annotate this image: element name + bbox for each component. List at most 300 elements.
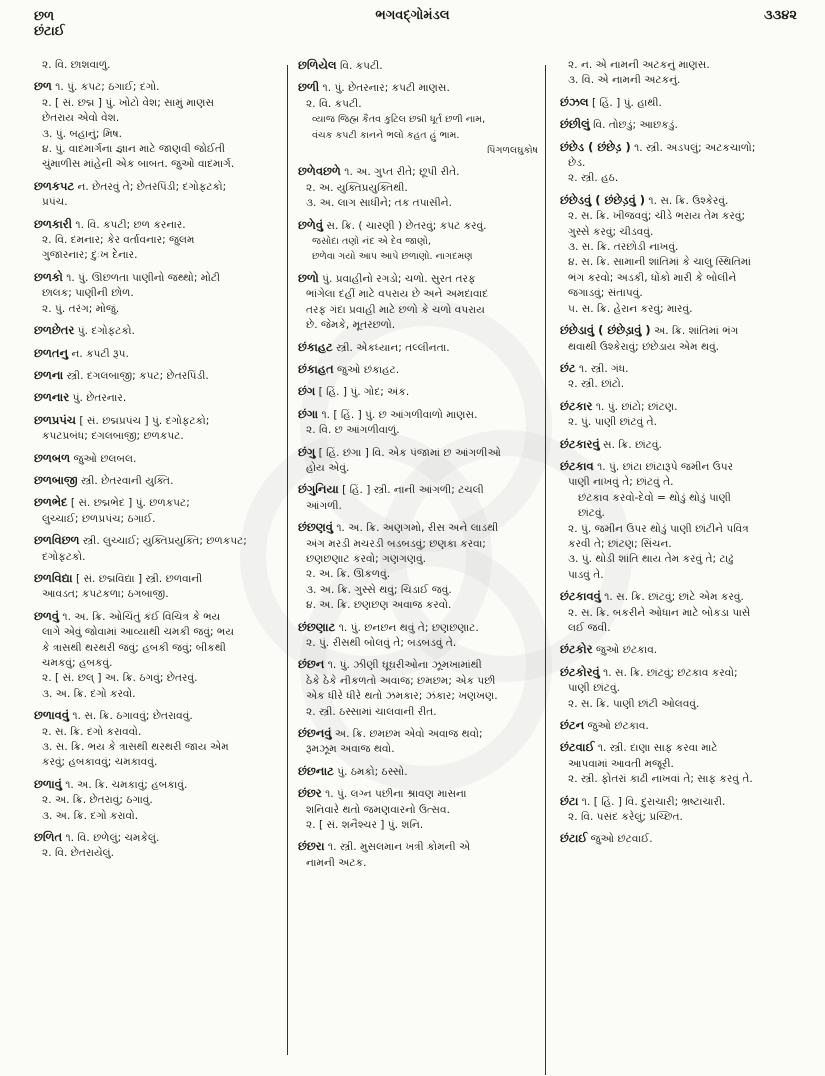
entry-sense-line: ૨. અ. યુક્તિપ્રયુક્તિથી. [306, 181, 408, 194]
dictionary-entry [34, 390, 274, 406]
entry-cont-line: આપવામાં આવતી મજૂરી. [568, 757, 674, 770]
entry-definition: સ્ત્રી. છેતરવાની યુક્તિ. [80, 474, 174, 487]
entry-headword: છંટકાર [560, 398, 593, 413]
entry-sense-line: ૨. વિ. દમનાર; કેર વર્તાવનાર; જુલમ [42, 234, 195, 247]
entry-headword: છળપ્રપંચ [34, 412, 76, 427]
dictionary-entry [560, 437, 805, 453]
entry-definition: ૧. સ. ક્રિ. છાંટવું; છંટકાવ કરવો; [603, 666, 738, 679]
entry-first-line [34, 346, 274, 362]
entry-subsense-line: છંટકાવ કરવો-દેવો = થોડું થોડું પાણી [578, 491, 731, 504]
dictionary-entry [560, 323, 805, 355]
entry-headword: છંગા [298, 406, 319, 421]
entry-cont-line: જગાડવું; સંતાપવું. [568, 287, 643, 300]
entry-cont-line: ચમકવું; હબકવું. [42, 657, 113, 669]
entry-headword: છંછેડ ( છંછેડ઼ ) [560, 139, 631, 154]
dictionary-entry [34, 270, 274, 317]
entry-first-line [560, 117, 805, 133]
entry-headword: છંટકોરવું [560, 664, 600, 679]
entry-headword: છંછનાટ [298, 763, 334, 778]
entry-headword: છંટાઈ [560, 831, 588, 846]
entry-headword: છંગુનિયા [298, 482, 339, 497]
dictionary-entry [560, 831, 805, 847]
entry-headword: છંટકોર [560, 642, 593, 657]
entry-definition: પું. દગોફટકો. [77, 325, 135, 338]
entry-sense-line: ૫. સ. ક્રિ. હેરાન કરવું; મારવું. [568, 302, 693, 315]
entry-headword: છંછણવું [298, 520, 333, 535]
dictionary-column-3 [560, 58, 805, 1066]
entry-first-line [34, 708, 274, 724]
entry-headword: છળેવું [298, 217, 324, 232]
entry-definition: વિ. કપટી. [339, 60, 383, 72]
dictionary-entry [34, 179, 274, 211]
entry-cont-line: છેડ. [568, 157, 586, 170]
entry-headword: છંટકાવ [560, 458, 594, 473]
entry-cont-line: પાડવું તે. [568, 568, 604, 581]
dictionary-entry [560, 140, 805, 187]
entry-cont-line: પાણી છાંટવું. [568, 682, 621, 695]
entry-definition: જુઓ છલબલ. [73, 452, 137, 465]
entry-first-line [34, 390, 274, 406]
entry-definition: જુઓ છંકાહટ. [337, 363, 400, 376]
entry-headword: છંગ [298, 384, 316, 399]
entry-first-line [298, 362, 538, 378]
entry-headword: છંછન [298, 657, 325, 672]
entry-sense-line: ૩. અ. ક્રિ. ગુસ્સે થવું; ચિડાઈ જવું. [306, 583, 452, 596]
dictionary-entry [34, 79, 274, 172]
entry-headword: છળકારી [34, 216, 73, 231]
entry-headword: છંટ [560, 360, 576, 375]
entry-cont-line: દગોફટકો. [42, 550, 86, 563]
entry-sense-line: ૨. વિ. છેતરાયેલું. [42, 847, 115, 860]
entry-definition: ૧. અ. ગુપ્ત રીતે; છૂપી રીતે. [344, 166, 460, 179]
dictionary-entry [298, 786, 538, 833]
dictionary-entry [34, 346, 274, 362]
entry-cont-line: પ્રપંચ. [42, 196, 68, 209]
entry-definition: ૧. વિ. કપટી; છળ કરનાર. [75, 218, 186, 231]
entry-first-line [560, 665, 805, 681]
entry-sense-line: ૨. પું. પાણી છાંટવું તે. [568, 416, 657, 429]
entry-headword: છંછરા [298, 839, 325, 854]
entry-sense-line: ૨. [ સં. શનૈશ્ચર ] પું. શનિ. [306, 819, 424, 832]
entry-sense-line: ૨. [ સં. છદ્મ ] પું. ખોટો વેશ; સામું માણસ [42, 96, 215, 109]
entry-headword: છંછણાટ [298, 619, 336, 634]
entry-headword: છળી [298, 80, 320, 95]
dictionary-entry [298, 445, 538, 477]
entry-first-line [560, 589, 805, 605]
entry-sense-line: ૨. અ. ક્રિ. છેતરાવું; ઠગાવું. [42, 794, 153, 807]
dictionary-entry [34, 473, 274, 489]
entry-sense-line: ૩. સ. ક્રિ. ભય કે ત્રાસથી થરથરી જાય એમ [42, 741, 229, 754]
entry-definition: ૧. પું. છાંટા છાંટારૂપે જમીન ઉપર [597, 460, 734, 473]
entry-definition: સ્ત્રી. દગલબાજી; કપટ; છેતરપિંડી. [66, 369, 209, 382]
entry-cont-line: ભાંગેલા દહીં માટે વપરાય છે અને અમદાવાદ [306, 288, 489, 301]
entry-first-line [560, 740, 805, 756]
entry-quote-line: વંચક કપટી કાનને ભલો કહત હું ભામ. [312, 129, 460, 141]
entry-headword: છંટા [560, 793, 579, 808]
entry-headword: છળબળ [34, 450, 71, 465]
entry-definition: જુઓ છંટવાઈ. [590, 833, 653, 846]
entry-sense-line: ૩. પું. થોડી શાંતિ થાય તેમ કરવું તે; ટાઢું [568, 553, 734, 566]
entry-sense-line: ૨. સ્ત્રી. ફોતરાં કાઢી નાખવાં તે; સાફ કરવું તે. [568, 773, 753, 786]
entry-cont-line: ભંગ કરવો; અડકી, ધોંકો મારી કે બોલીને [568, 271, 737, 284]
entry-headword: છંછીલું [560, 117, 590, 132]
entry-sense-line: ૪. પું. વાદમાર્ગના જ્ઞાન માટે જાણવી જોઈતી [42, 143, 226, 156]
entry-sense-line: ૨. પું. જમીન ઉપર થોડું પાણી છાંટીને પવિત્ર [568, 522, 749, 535]
dictionary-entry [34, 217, 274, 264]
entry-headword: છળના [34, 367, 64, 382]
entry-quote-line: છળેવા ગયો આપ આપે છળાણો. નાગદમણ [312, 251, 473, 263]
dictionary-column-1 [34, 58, 274, 1066]
entry-first-line [560, 459, 805, 475]
entry-headword: છળાવવું [34, 708, 70, 723]
entry-definition: ૧. સ. ક્રિ. ઉશ્કેરવું. [648, 194, 729, 207]
dictionary-entry [560, 58, 805, 89]
entry-first-line [298, 218, 538, 234]
entry-first-line [34, 609, 274, 625]
entry-headword: છંકાહત [298, 361, 334, 376]
entry-definition: ૧. પું. ઝીણી ઘૂઘરીઓના ઝૂમખામાંથી [327, 659, 482, 672]
dictionary-entry [298, 384, 538, 400]
entry-sense-line: ૨. સ. ક્રિ. પાણી છાંટી ઓલવવું. [568, 697, 700, 710]
entry-first-line [34, 270, 274, 286]
entry-headword: છળવિછળ [34, 533, 80, 548]
entry-cont-line: પાણી નાખવું તે; છાંટવું તે. [568, 476, 674, 489]
entry-source-line: પિંગળલઘુકોષ [487, 145, 538, 157]
entry-first-line [298, 340, 538, 356]
entry-definition: ૧. [ હિં. ] પું. છ આંગળીવાળો માણસ. [321, 408, 478, 421]
entry-definition: વિ. તોછડું; આછકડું. [593, 119, 678, 132]
dictionary-entry [34, 413, 274, 445]
dictionary-entry [298, 620, 538, 652]
entry-sense-line: ૨. સ. ક્રિ. ખીજવવું; ચીડે ભરાય તેમ કરવું; [568, 210, 746, 223]
entry-definition: સ્ત્રી. લુચ્ચાઈ; યુક્તિપ્રયુક્તિ; છળકપટ; [82, 535, 247, 548]
dictionary-entry [34, 495, 274, 527]
entry-definition: ૧. પું. છેતરનાર; કપટી માણસ. [322, 82, 450, 95]
entry-first-line [560, 361, 805, 377]
dictionary-entry [34, 533, 274, 565]
entry-definition: ૧. સ. ક્રિ. છાંટવું; છાંટે એમ કરવું. [604, 591, 744, 604]
entry-sense-line: ૨. સ. ક્રિ. બકરીને ઓધાન માટે બોકડા પાસે [568, 606, 751, 619]
entry-quote-line: વ્યાજ જિહ્મ કૈતવ કુટિલ છદ્મી ધૂર્ત છળી નામ, [312, 114, 486, 126]
entry-definition: ૧. પું. કપટ; ઠગાઈ; દગો. [55, 81, 160, 94]
entry-sense-line: ૨. વિ. છ આંગળીવાળું. [306, 424, 400, 437]
dictionary-entry [34, 609, 274, 702]
entry-cont-line: છે. જેમકે, મૂતરછળો. [306, 319, 396, 332]
entry-sense-line: ૨. સ. ક્રિ. દગો કરાવવો. [42, 725, 142, 738]
entry-sense-line: ૨. વિ. પસંદ કરેલું; પ્રચ્છિત. [568, 811, 683, 824]
entry-definition: જુઓ છંટકાવ. [587, 720, 649, 733]
entry-definition: સ. ક્રિ. ( ચારણી ) છેતરવું; કપટ કરવું. [326, 219, 487, 232]
dictionary-entry [560, 794, 805, 826]
entry-first-line [560, 794, 805, 810]
dictionary-entry [560, 718, 805, 734]
dictionary-entry [298, 271, 538, 334]
entry-headword: છળાવું [34, 776, 62, 791]
entry-definition: ૧. પું. લગ્ન પછીના શ્રાવણ માસના [325, 788, 467, 801]
entry-sense-line: ૪. અ. ક્રિ. છણછણ અવાજ કરવો. [306, 599, 452, 612]
dictionary-entry [298, 164, 538, 211]
entry-first-line [560, 323, 805, 339]
entry-definition: પું. ઠમકો; ઠસ્સો. [337, 765, 408, 778]
entry-headword: છળકપટ [34, 178, 75, 193]
dictionary-entry [34, 708, 274, 771]
entry-definition: ૧. અ. ક્રિ. ચમકાવું; હબકાવું. [65, 778, 188, 791]
entry-cont-line: ગુજારનાર; દુઃખ દેનાર. [42, 249, 138, 262]
dictionary-column-2 [298, 58, 538, 1066]
column-divider [545, 65, 546, 1075]
entry-first-line [298, 164, 538, 180]
entry-sense-line: ૩. સ. ક્રિ. તરછોડી નાખવું. [568, 241, 679, 254]
entry-definition: અ. ક્રિ. છમછમ એવો અવાજ થવો; [334, 728, 483, 741]
entry-headword: છંછેડવું ( છંછેડ઼વું ) [560, 192, 646, 207]
entry-definition: પું. છેતરનાર. [72, 392, 127, 405]
entry-first-line [560, 642, 805, 658]
entry-first-line [560, 718, 805, 734]
entry-definition: ૧. પું. ઊછળતા પાણીનો જથ્થો; મોટી [66, 271, 221, 284]
entry-headword: છળવિદ્યા [34, 570, 73, 585]
entry-first-line [298, 482, 538, 498]
dictionary-entry [560, 665, 805, 712]
page-header [0, 0, 825, 39]
entry-first-line [298, 271, 538, 287]
entry-definition: ન. કપટી રૂપ. [71, 347, 129, 360]
dictionary-entry [34, 451, 274, 467]
entry-definition: ૧. અ. ક્રિ. ઓચિંતું કંઈ વિચિત્ર કે ભય [62, 610, 221, 623]
entry-headword: છંટન [560, 718, 585, 733]
dictionary-entry [560, 740, 805, 787]
entry-cont-line: ગુસ્સે કરવું; ચીડવવું. [568, 225, 654, 238]
entry-definition: ૧. સ્ત્રી. અડપલું; અટકચાળો; [634, 141, 756, 154]
entry-cont-line: ચુંમાળીસ માંહેની એક બાબત. જુઓ વાદમાર્ગ. [42, 158, 235, 171]
dictionary-entry [298, 362, 538, 378]
entry-headword: છળછેતર [34, 323, 75, 338]
entry-first-line [560, 95, 805, 111]
entry-definition: ૧. પું. છાંટો; છાંટણ. [595, 400, 678, 413]
entry-definition: ૧. સ્ત્રી. ગંધ. [578, 362, 629, 375]
entry-cont-line: કપટપ્રબંધ; દગલબાજી; છળકપટ. [42, 430, 184, 443]
entry-headword: છળકો [34, 269, 63, 284]
dictionary-entry [298, 520, 538, 613]
entry-headword: છળો [298, 270, 319, 285]
entry-first-line [34, 495, 274, 511]
entry-first-line [34, 413, 274, 429]
entry-sense-line: ૨. વિ. છાશવાળું. [42, 59, 111, 71]
guide-word-top: છળ [34, 9, 55, 24]
entry-cont-line: ઠેકે ઠેકે નીકળતો અવાજ; છમછમ; એક પછી [306, 674, 496, 687]
dictionary-entry [560, 399, 805, 431]
dictionary-entry [560, 642, 805, 658]
entry-sense-line: ૨. સ્ત્રી. છાંટો. [568, 378, 625, 391]
entry-definition: [ હિં. ] પું. ગોદ; અંક. [318, 386, 410, 399]
dictionary-entry [298, 839, 538, 871]
entry-first-line [34, 179, 274, 195]
entry-sense-line: ૨. સ્ત્રી. હઠ. [568, 172, 619, 185]
entry-definition: [ હિં. ] પું. હાથી. [591, 96, 662, 109]
entry-first-line [34, 451, 274, 467]
entry-definition: ૧. વિ. છળેલું; ચમકેલું. [65, 832, 160, 845]
entry-definition: ૧. [ હિં. ] વિ. દુરાચારી; ભ્રષ્ટાચારી. [581, 795, 726, 808]
entry-headword: છળભેદ [34, 495, 68, 510]
entry-subsense-line: છાંટવું. [578, 507, 605, 520]
book-title: ભગવદ્ગોમંડલ [375, 8, 450, 23]
entry-headword: છળવું [34, 608, 60, 623]
entry-cont-line: થવાથી ઉશ્કેરાવું; છંછેડાય એમ થવું. [568, 340, 720, 353]
entry-sense-line: ૩. પું. બહાનું; મિષ. [42, 127, 123, 140]
entry-sense-line: ૩. અ. ક્રિ. દગો કરાવો. [42, 809, 139, 822]
entry-first-line [298, 620, 538, 636]
entry-definition: સ. ક્રિ. છાંટવું. [603, 438, 662, 451]
dictionary-entry [298, 726, 538, 758]
entry-definition: અ. ક્રિ. શાંતિમાં ભંગ [654, 325, 739, 338]
entry-cont-line: લાગે એવું જોવામાં આવ્યાથી ચમકી જવું; ભય [42, 626, 235, 639]
entry-cont-line: આવડત; કપટકળા; ઠગબાજી. [42, 588, 169, 601]
entry-headword: છંટવાઈ [560, 740, 595, 755]
entry-cont-line: છાલક; પાણીની છોળ. [42, 287, 134, 300]
entry-cont-line: છણછણાટ કરવો; ગણગણવું. [306, 552, 427, 565]
dictionary-entry [34, 58, 274, 73]
entry-first-line [298, 726, 538, 742]
entry-sense-line: ૪. સ. ક્રિ. સામાની શાંતિમાં કે ચાલુ સ્થિતિમાં [568, 256, 751, 269]
entry-headword: છંટકારવું [560, 436, 600, 451]
entry-headword: છળિયેલ [298, 58, 337, 72]
entry-headword: છળિત [34, 830, 63, 845]
entry-first-line [298, 445, 538, 461]
dictionary-entry [560, 95, 805, 111]
dictionary-entry [298, 218, 538, 265]
entry-sense-line: ૩. અ. ક્રિ. દગો કરવો. [42, 687, 136, 700]
entry-definition: જુઓ છંટકાવ. [595, 644, 658, 657]
dictionary-entry [560, 589, 805, 636]
entry-first-line [298, 786, 538, 802]
column-divider [287, 65, 288, 1055]
entry-sense-line: ૨. પું. રીસથી બોલવું તે; બડબડવું તે. [306, 637, 457, 649]
entry-cont-line: અંગ મરડી મચરડી બડબડવું; છણકા કરવા; [306, 537, 486, 550]
entry-definition: સ્ત્રી. એકધ્યાન; તલ્લીનતા. [336, 341, 450, 354]
dictionary-entry [34, 571, 274, 603]
entry-first-line [34, 79, 274, 95]
entry-first-line [298, 839, 538, 855]
entry-definition: પું. પ્રવાહીનો રગડો; ચળો. સુરત તરફ [322, 272, 476, 285]
dictionary-entry [34, 368, 274, 384]
dictionary-entry [34, 777, 274, 824]
dictionary-entry [560, 117, 805, 133]
dictionary-entry [560, 459, 805, 583]
entry-cont-line: તરફ ગંદા પ્રવાહી માટે છળો કે ચળો વપરાય [306, 303, 485, 316]
dictionary-entry [298, 80, 538, 158]
entry-first-line [298, 384, 538, 400]
entry-first-line [298, 657, 538, 673]
entry-first-line [298, 80, 538, 96]
entry-first-line [560, 140, 805, 156]
entry-cont-line: કરવું; હબકાવવું; ચમકાવવું. [42, 756, 158, 769]
dictionary-entry [560, 193, 805, 317]
entry-first-line [34, 473, 274, 489]
entry-headword: છંઝલ [560, 94, 589, 109]
entry-sense-line: ૨. [ સં. છલ્ ] અ. ક્રિ. ઠગવું; છેતરવું. [42, 672, 198, 685]
dictionary-entry [298, 764, 538, 780]
entry-cont-line: છેતરાય એવો વેશ. [42, 112, 120, 125]
entry-headword: છંટકાવવું [560, 589, 601, 604]
entry-headword: છળનાર [34, 390, 70, 405]
guide-word-bottom: છંટાઈ [34, 24, 65, 39]
entry-cont-line: રૂમઝૂમ અવાજ થવો. [306, 743, 395, 756]
entry-cont-line: આંગળી. [306, 499, 342, 512]
entry-headword: છળબાજી [34, 472, 78, 487]
entry-sense-line: ૨. ન. એ નામની અટકનું માણસ. [568, 59, 710, 71]
dictionary-entry [298, 407, 538, 439]
entry-headword: છંગુ [298, 444, 316, 459]
entry-first-line [298, 520, 538, 536]
entry-first-line [298, 764, 538, 780]
entry-definition: ૧. પું. છનછન થવું તે; છણછણાટ. [338, 621, 479, 634]
entry-headword: છળેવછળે [298, 164, 341, 179]
entry-headword: છળ [34, 79, 52, 94]
dictionary-entry [298, 657, 538, 720]
entry-definition: ૧. સ. ક્રિ. ઠગાવવું; છેતરાવવું. [72, 710, 193, 723]
entry-sense-line: ૨. પું. તરંગ; મોજું. [42, 302, 120, 315]
entry-headword: છંછનવું [298, 726, 332, 741]
entry-cont-line: હોય એવું. [306, 461, 350, 474]
entry-first-line [34, 777, 274, 793]
entry-first-line [298, 407, 538, 423]
entry-headword: છળતનુ [34, 345, 69, 360]
entry-cont-line: નામની અટક. [306, 856, 367, 869]
entry-first-line [560, 831, 805, 847]
entry-definition: [ સં. છદ્મપ્રપંચ ] પું. દગોફટકો; [79, 414, 210, 427]
entry-definition: ૧. સ્ત્રી. દાણા સાફ કરવા માટે [597, 742, 718, 755]
dictionary-entry [298, 482, 538, 514]
entry-definition: [ હિં. છંગા ] વિ. એક પંજામાં છ આંગળીઓ [318, 446, 501, 459]
entry-first-line [34, 830, 274, 846]
entry-headword: છંછેડાવું ( છંછેડ઼ાવું ) [560, 323, 651, 338]
entry-first-line [34, 368, 274, 384]
entry-first-line [560, 437, 805, 453]
entry-cont-line: એક ધીરે ધીરે થતો ઝમકાર; ઝંકાર; ખણખણ. [306, 690, 498, 703]
entry-sense-line: ૩. અ. લાગ સાધીને; તક તપાસીને. [306, 197, 453, 210]
entry-first-line [34, 323, 274, 339]
entry-first-line [298, 58, 538, 74]
entry-definition: ૧. અ. ક્રિ. અણગમો, રીસ અને લાડથી [336, 522, 499, 535]
entry-definition: [ સં. છદ્મભેદ ] પું. છળકપટ; [70, 497, 190, 510]
entry-definition: [ હિં. ] સ્ત્રી. નાની આંગળી; ટચલી [342, 484, 484, 497]
entry-first-line [34, 533, 274, 549]
dictionary-entry [298, 58, 538, 74]
entry-first-line [34, 571, 274, 587]
entry-first-line [34, 217, 274, 233]
entry-first-line [560, 399, 805, 415]
entry-cont-line: લુચ્ચાઈ; છળપ્રપંચ; ઠગાઈ. [42, 512, 156, 525]
entry-cont-line: કરવી તે; છાંટણ; સિંચન. [568, 537, 672, 550]
page-number: ૩૩૪૨ [763, 8, 797, 23]
entry-first-line [560, 193, 805, 209]
dictionary-entry [298, 340, 538, 356]
entry-definition: ૧. સ્ત્રી. મુસલમાન ખત્રી કોમની એ [327, 841, 471, 854]
entry-cont-line: લઈ જવી. [568, 622, 611, 634]
dictionary-entry [560, 361, 805, 393]
dictionary-entry [34, 323, 274, 339]
entry-sense-line: ૨. સ્ત્રી. ઠસ્સામાં ચાલવાની રીત. [306, 705, 437, 718]
entry-sense-line: ૨. અ. ક્રિ. ઊકળવું. [306, 568, 391, 581]
entry-headword: છંકાહટ [298, 339, 333, 354]
entry-cont-line: શનિવારે થતો જમણવારનો ઉત્સવ. [306, 803, 450, 816]
dictionary-entry [34, 830, 274, 862]
entry-cont-line: કે ત્રાસથી થરથરી જવું; હબકી જવું; બીકથી [42, 641, 226, 654]
entry-definition: ન. છેતરવું તે; છેતરપિંડી; દગોફટકો; [77, 180, 227, 193]
entry-headword: છંછર [298, 786, 322, 801]
entry-sense-line: ૩. વિ. એ નામની અટકનું. [568, 74, 681, 87]
entry-definition: [ સં. છદ્મવિદ્યા ] સ્ત્રી. છળવાની [75, 572, 203, 585]
entry-sense-line: ૨. વિ. કપટી. [306, 97, 362, 110]
